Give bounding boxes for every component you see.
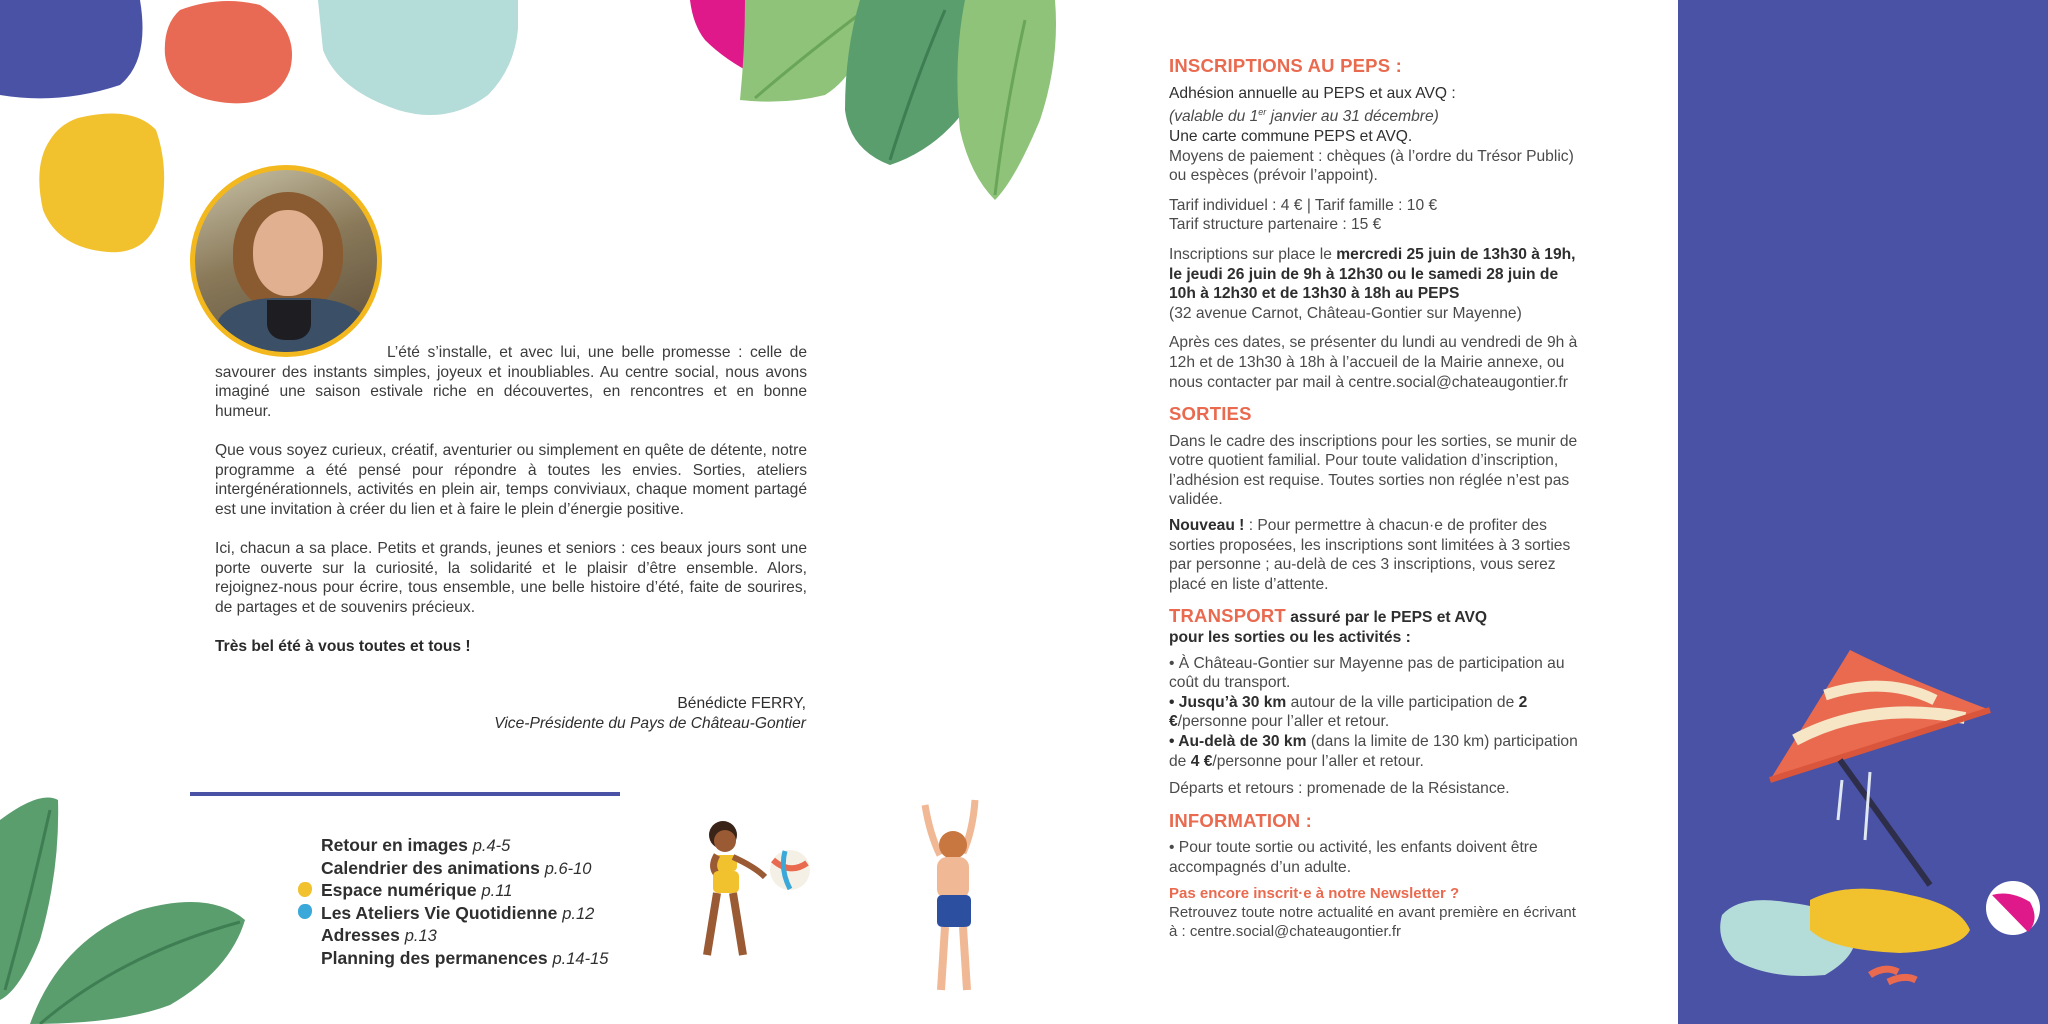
- onsite-address: (32 avenue Carnot, Château-Gontier sur Mayenne): [1169, 304, 1522, 322]
- newsletter-title: Pas encore inscrit·e à notre Newsletter ?: [1169, 884, 1460, 902]
- yellow-bullet-icon: [298, 882, 312, 897]
- editorial-paragraph-3: Ici, chacun a sa place. Petits et grands, jeunes et seniors : ces beaux jours sont une porte ouverte sur la curiosité, la solidarité et le plaisir d’être ensemble. Alors, rejoignez-nous pour écrire, tous ensemble, une belle histoire d’été, faite de sourires, de partages et de souvenirs précieux.: [215, 539, 807, 616]
- boy-volleyball-illustration: [905, 795, 995, 1000]
- information-title: INFORMATION :: [1169, 809, 1313, 831]
- transport-bullet-2-end: /personne pour l’aller et retour.: [1177, 713, 1390, 731]
- tarif-line-2: Tarif structure partenaire : 15 €: [1169, 216, 1382, 234]
- onsite-intro: Inscriptions sur place le: [1169, 245, 1337, 263]
- toc-item[interactable]: [321, 880, 608, 903]
- transport-bullet-3-amount: 4 €: [1190, 752, 1213, 770]
- adhesion-text: Adhésion annuelle au PEPS et aux AVQ :: [1169, 84, 1456, 102]
- after-dates-text: Après ces dates, se présenter du lundi au vendredi de 9h à 12h et de 13h30 à 18h à l’accueil de la Mairie annexe, ou nous contacter par mail à centre.social@chateaugontier.fr: [1169, 334, 1578, 391]
- blue-bullet-icon: [298, 904, 312, 919]
- toc-label: Calendrier des animations: [321, 857, 540, 878]
- payment-text: Moyens de paiement : chèques (à l’ordre du Trésor Public) ou espèces (prévoir l’appoint).: [1169, 147, 1574, 185]
- toc-pages: p.6-10: [544, 859, 592, 878]
- sorties-title: SORTIES: [1169, 403, 1252, 425]
- toc-pages: p.14-15: [552, 949, 609, 968]
- divider-line: [190, 792, 620, 796]
- yellow-blob: [38, 110, 166, 256]
- transport-bullet-3-text: (dans la limite de 130 km) participation de: [1169, 733, 1578, 770]
- new-text: : Pour permettre à chacun·e de profiter des sorties proposées, les inscriptions sont limitées à 3 sorties par personne ; au-delà de ces 3 inscriptions, vous serez placé en liste d’attente.: [1169, 517, 1571, 593]
- girl-with-ball-illustration: [685, 815, 815, 985]
- info-column: [1169, 56, 1581, 941]
- transport-title-rest: assuré par le PEPS et AVQ: [1285, 609, 1487, 627]
- toc-pages: p.11: [481, 882, 513, 901]
- signature: [494, 694, 806, 734]
- toc-label: Adresses: [321, 925, 400, 946]
- portrait-photo: [190, 165, 382, 357]
- toc-label: Espace numérique: [321, 880, 477, 901]
- toc-item[interactable]: [321, 858, 608, 881]
- toc-label: Les Ateliers Vie Quotidienne: [321, 902, 558, 923]
- toc-label: Retour en images: [321, 835, 468, 855]
- transport-bullet-3-label: • Au-delà de 30 km: [1169, 733, 1307, 750]
- toc-pages: p.12: [562, 904, 595, 923]
- toc-item[interactable]: [321, 835, 608, 858]
- editorial-closing: Très bel été à vous toutes et tous !: [215, 637, 471, 655]
- beach-umbrella-illustration: [1710, 640, 2048, 1010]
- toc-item[interactable]: [321, 925, 608, 948]
- tarif-line-1: Tarif individuel : 4 € | Tarif famille : 10 €: [1169, 196, 1438, 214]
- toc-pages: p.4-5: [472, 837, 511, 855]
- leaves-bottom-illustration: [0, 790, 250, 1024]
- editorial-text: [215, 343, 807, 676]
- transport-bullet-3-end: /personne pour l’aller et retour.: [1212, 752, 1424, 770]
- toc-item[interactable]: [321, 903, 608, 926]
- information-text: • Pour toute sortie ou activité, les enfants doivent être accompagnés d’un adulte.: [1169, 839, 1538, 876]
- editorial-paragraph-1: L’été s’installe, et avec lui, une belle promesse : celle de savourer des instants simples, joyeux et inoubliables. Au centre social, nous avons imaginé une saison estivale riche en découvertes, en rencontres et en bonne humeur.: [215, 344, 807, 420]
- transport-subtitle: pour les sorties ou les activités :: [1169, 629, 1411, 647]
- transport-bullet-2-amount: 2 €: [1169, 693, 1528, 731]
- onsite-dates: mercredi 25 juin de 13h30 à 19h, le jeudi 26 juin de 9h à 12h30 ou le samedi 28 juin de 10h à 12h30 et de 13h30 à 18h au PEPS: [1169, 245, 1576, 303]
- new-label: Nouveau !: [1169, 517, 1249, 535]
- navy-blob: [0, 0, 150, 100]
- transport-bullet-1: • À Château-Gontier sur Mayenne pas de participation au coût du transport.: [1169, 654, 1565, 692]
- leaves-top-illustration: [685, 0, 1065, 210]
- coral-blob: [160, 0, 300, 110]
- signature-role: Vice-Présidente du Pays de Château-Gontier: [494, 715, 806, 732]
- table-of-contents: [321, 835, 608, 971]
- validity-text: (valable du 1er janvier au 31 décembre): [1169, 107, 1439, 126]
- toc-label: Planning des permanences: [321, 947, 548, 968]
- transport-title: TRANSPORT: [1169, 605, 1286, 627]
- editorial-paragraph-2: Que vous soyez curieux, créatif, aventurier ou simplement en quête de détente, notre programme a été pensé pour répondre à toutes les envies. Sorties, ateliers intergénérationnels, activités en plein air, temps conviviaux, chaque moment partagé est une invitation à créer du lien et à faire le plein d’énergie positive.: [215, 441, 807, 518]
- inscriptions-title: INSCRIPTIONS AU PEPS :: [1169, 55, 1402, 76]
- card-text: Une carte commune PEPS et AVQ.: [1169, 127, 1413, 145]
- newsletter-text: Retrouvez toute notre actualité en avant première en écrivant à : centre.social@chateaugontier.fr: [1169, 904, 1576, 941]
- toc-item[interactable]: [321, 948, 608, 971]
- transport-bullet-2-text: autour de la ville participation de: [1286, 693, 1519, 711]
- departs-text: Départs et retours : promenade de la Résistance.: [1169, 780, 1510, 798]
- teal-blob: [318, 0, 518, 120]
- toc-pages: p.13: [404, 927, 437, 946]
- signature-name: Bénédicte FERRY,: [677, 695, 806, 712]
- sorties-text: Dans le cadre des inscriptions pour les sorties, se munir de votre quotient familial. Pour toute validation d’inscription, l’adhésion est requise. Toutes sorties non réglée n’est pas validée.: [1169, 432, 1578, 509]
- transport-bullet-2-label: • Jusqu’à 30 km: [1169, 693, 1287, 711]
